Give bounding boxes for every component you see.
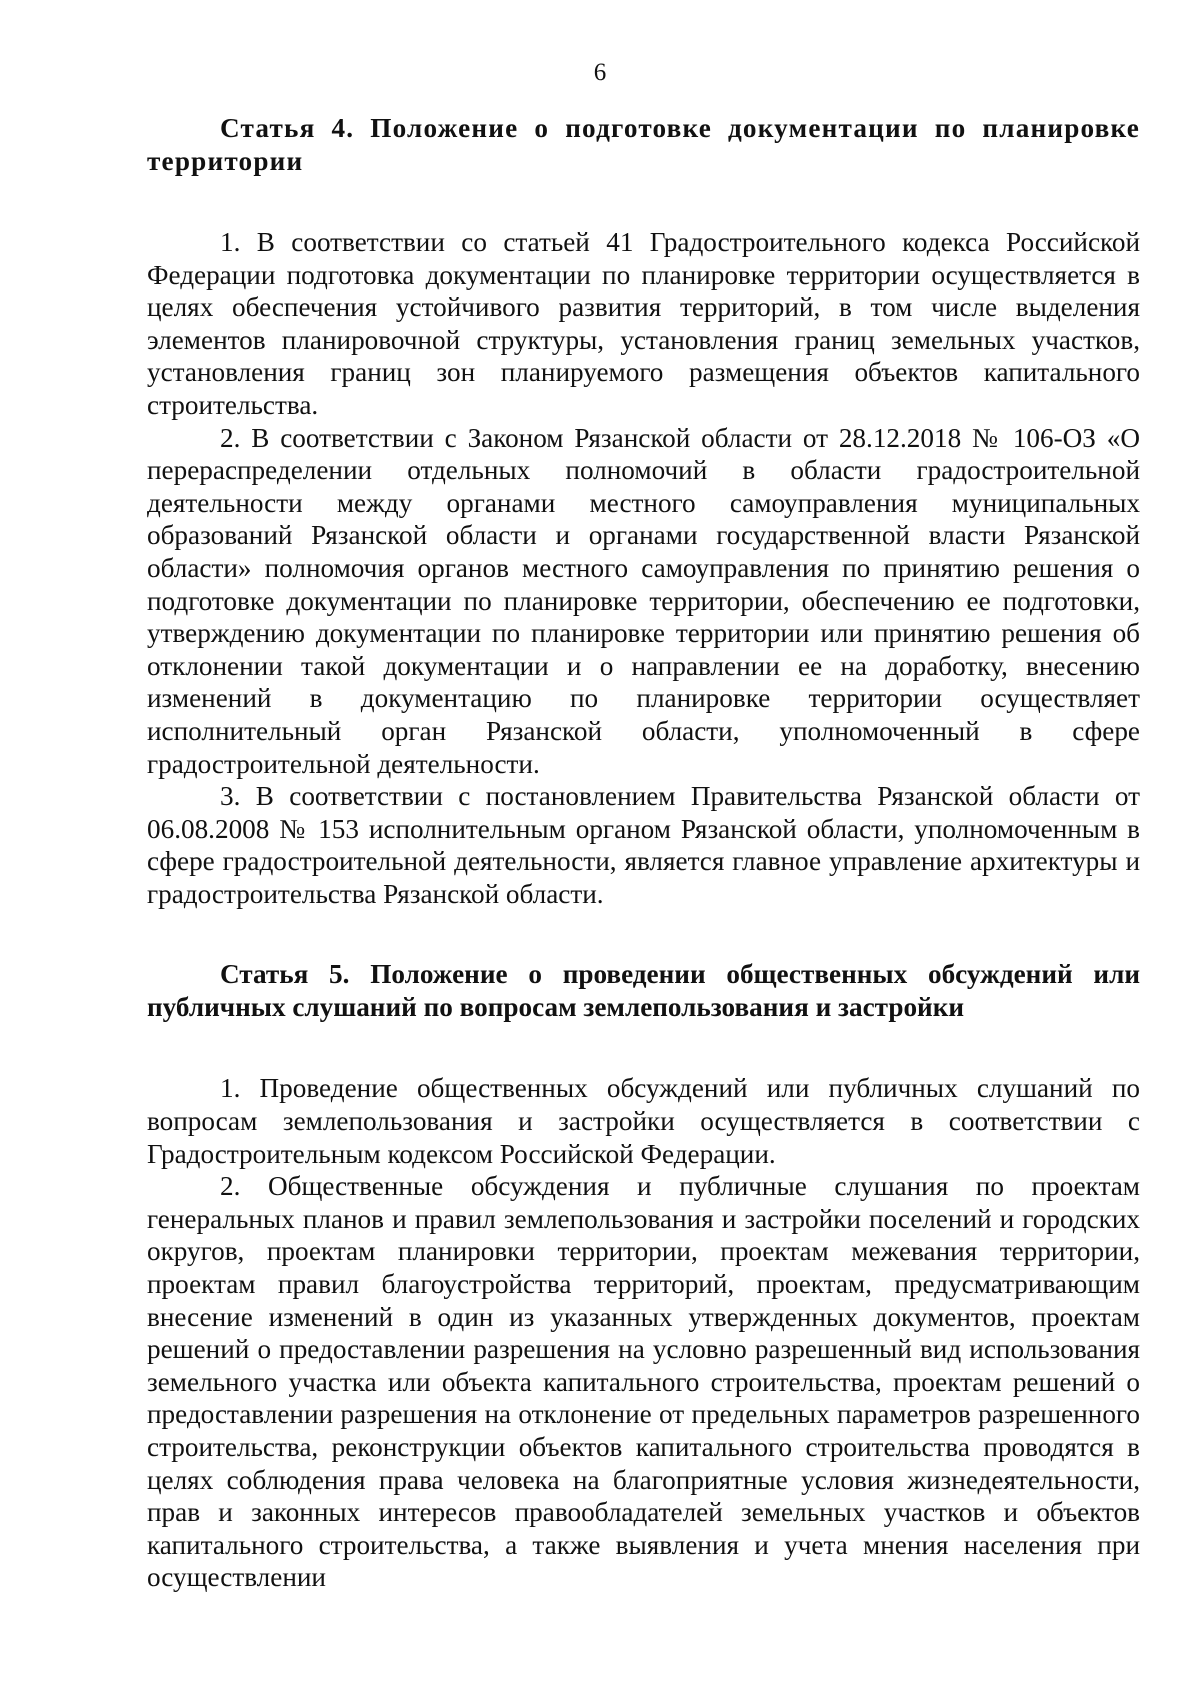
article-5-heading: Статья 5. Положение о проведении общественных обсуждений или публичных слушаний по вопросам землепользования и застройки — [147, 959, 1140, 1022]
article-5 — [147, 958, 1140, 1594]
article-4-heading: Статья 4. Положение о подготовке документации по планировке территории — [147, 113, 1140, 176]
article-4 — [147, 112, 1140, 910]
article-4-paragraph-2: 2. В соответствии с Законом Рязанской области от 28.12.2018 № 106-ОЗ «О перераспределении отдельных полномочий в области градостроительной деятельности между органами местного самоуправления муниципальных образований Рязанской области и органами государственной власти Рязанской области» полномочия органов местного самоуправления по принятию решения о подготовке документации по планировке территории, обеспечению ее подготовки, утверждению документации по планировке территории или принятию решения об отклонении такой документации и о направлении ее на доработку, внесению изменений в документацию по планировке территории осуществляет исполнительный орган Рязанской области, уполномоченный в сфере градостроительной деятельности. — [147, 422, 1140, 779]
page-number: 6 — [593, 59, 607, 86]
article-4-paragraph-3: 3. В соответствии с постановлением Правительства Рязанской области от 06.08.2008 № 153 исполнительным органом Рязанской области, уполномоченным в сфере градостроительной деятельности, является главное управление архитектуры и градостроительства Рязанской области. — [147, 781, 1140, 909]
article-5-paragraph-1: 1. Проведение общественных обсуждений или публичных слушаний по вопросам землепользования и застройки осуществляется в соответствии с Градостроительным кодексом Российской Федерации. — [147, 1073, 1140, 1169]
article-4-paragraph-1: 1. В соответствии со статьей 41 Градостроительного кодекса Российской Федерации подготовка документации по планировке территории осуществляется в целях обеспечения устойчивого развития территорий, в том числе выделения элементов планировочной структуры, установления границ земельных участков, установления границ зон планируемого размещения объектов капитального строительства. — [147, 227, 1140, 420]
document-body — [147, 112, 1140, 1594]
spacer — [147, 910, 1140, 958]
spacer — [147, 1023, 1140, 1072]
spacer — [147, 177, 1140, 226]
article-5-paragraph-2: 2. Общественные обсуждения и публичные слушания по проектам генеральных планов и правил землепользования и застройки поселений и городских округов, проектам планировки территории, проектам межевания территории, проектам правил благоустройства территорий, проектам, предусматривающим внесение изменений в один из указанных утвержденных документов, проектам решений о предоставлении разрешения на условно разрешенный вид использования земельного участка или объекта капитального строительства, проектам решений о предоставлении разрешения на отклонение от предельных параметров разрешенного строительства, реконструкции объектов капитального строительства проводятся в целях соблюдения права человека на благоприятные условия жизнедеятельности, прав и законных интересов правообладателей земельных участков и объектов капитального строительства, а также выявления и учета мнения населения при осуществлении — [147, 1171, 1140, 1593]
